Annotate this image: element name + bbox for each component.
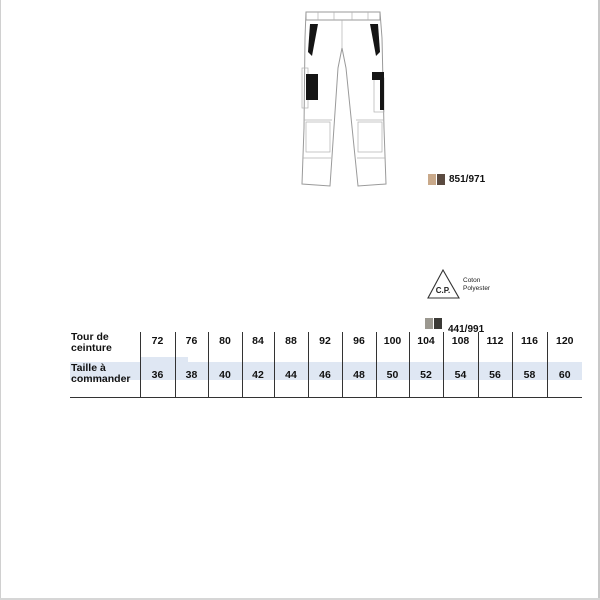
work-trousers-illustration (296, 8, 388, 190)
size-cell: 48 (342, 363, 376, 398)
row-label-waist: Tour de ceinture (71, 331, 112, 354)
swatch-grey (425, 318, 433, 329)
page-border-left (0, 0, 1, 600)
size-table (70, 332, 582, 398)
waist-cell: 112 (478, 332, 512, 363)
size-cell: 60 (547, 363, 582, 398)
swatch-brown (437, 174, 445, 185)
waist-cell: 84 (242, 332, 274, 363)
row-label-order-size: Taille à commander (70, 363, 140, 398)
colorway-code: 441/991 (448, 324, 485, 335)
swatch-dark-grey (434, 318, 442, 329)
size-cell: 44 (274, 363, 308, 398)
waist-cell: 80 (208, 332, 242, 363)
size-cell: 40 (208, 363, 242, 398)
size-cell: 50 (376, 363, 409, 398)
colorway-code: 851/971 (449, 174, 486, 185)
size-cell: 56 (478, 363, 512, 398)
size-cell: 52 (409, 363, 443, 398)
composition-line-1: Coton (463, 277, 481, 284)
waist-cell: 120 (547, 332, 582, 363)
waist-cell: 76 (175, 332, 208, 363)
waist-cell: 92 (308, 332, 342, 363)
size-cell: 46 (308, 363, 342, 398)
colorway-851-971 (428, 174, 485, 185)
swatch-beige (428, 174, 436, 185)
size-cell: 38 (175, 363, 208, 398)
table-row-order-size (70, 363, 582, 398)
colorway-441-991 (425, 318, 485, 335)
size-cell: 42 (242, 363, 274, 398)
size-cell: 54 (443, 363, 478, 398)
waist-cell: 104 (409, 332, 443, 363)
table-row-waist (70, 332, 582, 363)
waist-cell: 108 (443, 332, 478, 363)
waist-cell: 72 (140, 332, 175, 363)
composition-line-2: Polyester (463, 285, 491, 292)
care-symbol: C.P. (435, 286, 451, 295)
size-cell: 36 (140, 363, 175, 398)
waist-cell: 96 (342, 332, 376, 363)
waist-cell: 88 (274, 332, 308, 363)
waist-cell: 116 (512, 332, 547, 363)
waist-cell: 100 (376, 332, 409, 363)
size-cell: 58 (512, 363, 547, 398)
